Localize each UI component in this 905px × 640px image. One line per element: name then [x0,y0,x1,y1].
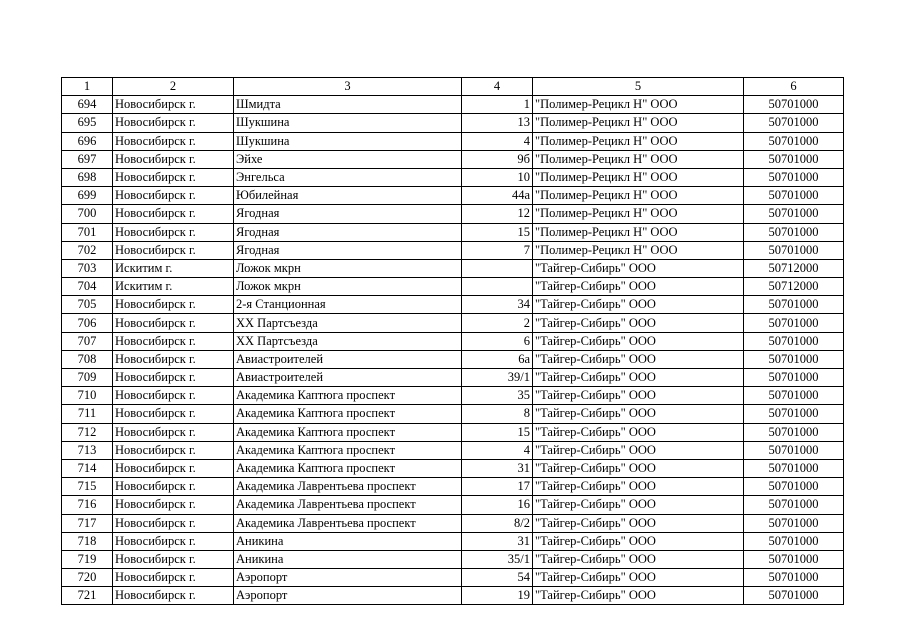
row-number-cell: 703 [62,259,113,277]
table-row [62,278,844,296]
city-cell: Новосибирск г. [113,187,234,205]
house-number-cell: 31 [462,532,533,550]
organization-cell: "Тайгер-Сибирь" ООО [533,459,744,477]
street-cell: Аникина [234,532,462,550]
row-number-cell: 716 [62,496,113,514]
row-number-cell: 698 [62,168,113,186]
code-cell: 50701000 [744,514,844,532]
city-cell: Искитим г. [113,259,234,277]
code-cell: 50701000 [744,314,844,332]
city-cell: Новосибирск г. [113,550,234,568]
table-row [62,423,844,441]
row-number-cell: 696 [62,132,113,150]
organization-cell: "Полимер-Рецикл Н" ООО [533,150,744,168]
house-number-cell: 31 [462,459,533,477]
organization-cell: "Тайгер-Сибирь" ООО [533,278,744,296]
city-cell: Новосибирск г. [113,350,234,368]
table-row [62,441,844,459]
row-number-cell: 704 [62,278,113,296]
code-cell: 50701000 [744,132,844,150]
code-cell: 50701000 [744,187,844,205]
house-number-cell: 4 [462,132,533,150]
street-cell: Академика Лаврентьева проспект [234,496,462,514]
house-number-cell: 39/1 [462,369,533,387]
header-cell-4: 4 [462,78,533,96]
street-cell: Авиастроителей [234,350,462,368]
address-table [61,77,844,605]
street-cell: XX Партсъезда [234,314,462,332]
table-row [62,114,844,132]
organization-cell: "Тайгер-Сибирь" ООО [533,496,744,514]
organization-cell: "Тайгер-Сибирь" ООО [533,369,744,387]
table-row [62,532,844,550]
city-cell: Новосибирск г. [113,532,234,550]
table-row [62,478,844,496]
city-cell: Новосибирск г. [113,478,234,496]
street-cell: Авиастроителей [234,369,462,387]
row-number-cell: 705 [62,296,113,314]
house-number-cell: 8 [462,405,533,423]
city-cell: Новосибирск г. [113,423,234,441]
house-number-cell: 35 [462,387,533,405]
organization-cell: "Полимер-Рецикл Н" ООО [533,187,744,205]
row-number-cell: 719 [62,550,113,568]
house-number-cell: 19 [462,587,533,605]
house-number-cell: 44а [462,187,533,205]
organization-cell: "Полимер-Рецикл Н" ООО [533,96,744,114]
header-cell-2: 2 [113,78,234,96]
house-number-cell: 6 [462,332,533,350]
row-number-cell: 721 [62,587,113,605]
table-row [62,459,844,477]
organization-cell: "Полимер-Рецикл Н" ООО [533,168,744,186]
organization-cell: "Тайгер-Сибирь" ООО [533,405,744,423]
header-cell-6: 6 [744,78,844,96]
street-cell: Ягодная [234,223,462,241]
table-row [62,405,844,423]
table-row [62,514,844,532]
organization-cell: "Полимер-Рецикл Н" ООО [533,132,744,150]
row-number-cell: 712 [62,423,113,441]
city-cell: Новосибирск г. [113,114,234,132]
table-row [62,496,844,514]
code-cell: 50701000 [744,114,844,132]
code-cell: 50701000 [744,96,844,114]
organization-cell: "Тайгер-Сибирь" ООО [533,332,744,350]
city-cell: Новосибирск г. [113,459,234,477]
city-cell: Новосибирск г. [113,150,234,168]
code-cell: 50701000 [744,350,844,368]
row-number-cell: 702 [62,241,113,259]
street-cell: Аэропорт [234,587,462,605]
city-cell: Новосибирск г. [113,496,234,514]
street-cell: Шукшина [234,132,462,150]
table-row [62,187,844,205]
street-cell: XX Партсъезда [234,332,462,350]
house-number-cell [462,259,533,277]
house-number-cell: 1 [462,96,533,114]
table-row [62,587,844,605]
house-number-cell: 15 [462,423,533,441]
code-cell: 50701000 [744,369,844,387]
city-cell: Новосибирск г. [113,241,234,259]
house-number-cell: 15 [462,223,533,241]
street-cell: 2-я Станционная [234,296,462,314]
organization-cell: "Тайгер-Сибирь" ООО [533,259,744,277]
street-cell: Аэропорт [234,569,462,587]
row-number-cell: 706 [62,314,113,332]
table-row [62,314,844,332]
code-cell: 50701000 [744,441,844,459]
code-cell: 50701000 [744,587,844,605]
organization-cell: "Тайгер-Сибирь" ООО [533,387,744,405]
organization-cell: "Тайгер-Сибирь" ООО [533,441,744,459]
city-cell: Новосибирск г. [113,205,234,223]
row-number-cell: 700 [62,205,113,223]
street-cell: Шукшина [234,114,462,132]
house-number-cell: 34 [462,296,533,314]
city-cell: Искитим г. [113,278,234,296]
house-number-cell: 17 [462,478,533,496]
city-cell: Новосибирск г. [113,223,234,241]
organization-cell: "Тайгер-Сибирь" ООО [533,532,744,550]
city-cell: Новосибирск г. [113,369,234,387]
table-row [62,223,844,241]
organization-cell: "Полимер-Рецикл Н" ООО [533,205,744,223]
house-number-cell: 35/1 [462,550,533,568]
organization-cell: "Тайгер-Сибирь" ООО [533,587,744,605]
city-cell: Новосибирск г. [113,569,234,587]
house-number-cell: 4 [462,441,533,459]
row-number-cell: 707 [62,332,113,350]
street-cell: Ложок мкрн [234,259,462,277]
code-cell: 50701000 [744,405,844,423]
house-number-cell: 16 [462,496,533,514]
street-cell: Шмидта [234,96,462,114]
code-cell: 50701000 [744,387,844,405]
house-number-cell: 10 [462,168,533,186]
city-cell: Новосибирск г. [113,296,234,314]
row-number-cell: 713 [62,441,113,459]
house-number-cell: 6а [462,350,533,368]
street-cell: Академика Каптюга проспект [234,387,462,405]
code-cell: 50701000 [744,296,844,314]
table-row [62,241,844,259]
table-row [62,569,844,587]
table-row [62,168,844,186]
organization-cell: "Тайгер-Сибирь" ООО [533,478,744,496]
street-cell: Академика Лаврентьева проспект [234,514,462,532]
code-cell: 50701000 [744,168,844,186]
city-cell: Новосибирск г. [113,405,234,423]
street-cell: Академика Лаврентьева проспект [234,478,462,496]
row-number-cell: 697 [62,150,113,168]
city-cell: Новосибирск г. [113,441,234,459]
table-row [62,332,844,350]
header-cell-3: 3 [234,78,462,96]
row-number-cell: 708 [62,350,113,368]
code-cell: 50701000 [744,423,844,441]
code-cell: 50701000 [744,205,844,223]
city-cell: Новосибирск г. [113,332,234,350]
code-cell: 50712000 [744,259,844,277]
city-cell: Новосибирск г. [113,314,234,332]
table-row [62,132,844,150]
house-number-cell: 12 [462,205,533,223]
street-cell: Академика Каптюга проспект [234,459,462,477]
row-number-cell: 710 [62,387,113,405]
header-cell-5: 5 [533,78,744,96]
city-cell: Новосибирск г. [113,96,234,114]
organization-cell: "Полимер-Рецикл Н" ООО [533,223,744,241]
code-cell: 50701000 [744,569,844,587]
table-row [62,96,844,114]
house-number-cell [462,278,533,296]
table-body [62,96,844,605]
table-row [62,387,844,405]
house-number-cell: 7 [462,241,533,259]
header-cell-1: 1 [62,78,113,96]
table-row [62,296,844,314]
code-cell: 50712000 [744,278,844,296]
row-number-cell: 699 [62,187,113,205]
street-cell: Аникина [234,550,462,568]
row-number-cell: 715 [62,478,113,496]
street-cell: Эйхе [234,150,462,168]
row-number-cell: 720 [62,569,113,587]
table-row [62,205,844,223]
code-cell: 50701000 [744,550,844,568]
city-cell: Новосибирск г. [113,168,234,186]
street-cell: Академика Каптюга проспект [234,441,462,459]
code-cell: 50701000 [744,150,844,168]
code-cell: 50701000 [744,332,844,350]
house-number-cell: 54 [462,569,533,587]
code-cell: 50701000 [744,223,844,241]
organization-cell: "Тайгер-Сибирь" ООО [533,296,744,314]
house-number-cell: 2 [462,314,533,332]
street-cell: Академика Каптюга проспект [234,405,462,423]
organization-cell: "Тайгер-Сибирь" ООО [533,514,744,532]
row-number-cell: 711 [62,405,113,423]
organization-cell: "Тайгер-Сибирь" ООО [533,569,744,587]
code-cell: 50701000 [744,241,844,259]
table-row [62,369,844,387]
table-row [62,550,844,568]
city-cell: Новосибирск г. [113,132,234,150]
street-cell: Юбилейная [234,187,462,205]
organization-cell: "Тайгер-Сибирь" ООО [533,423,744,441]
row-number-cell: 695 [62,114,113,132]
organization-cell: "Тайгер-Сибирь" ООО [533,550,744,568]
row-number-cell: 718 [62,532,113,550]
organization-cell: "Полимер-Рецикл Н" ООО [533,241,744,259]
code-cell: 50701000 [744,532,844,550]
street-cell: Ложок мкрн [234,278,462,296]
code-cell: 50701000 [744,496,844,514]
street-cell: Ягодная [234,241,462,259]
house-number-cell: 9б [462,150,533,168]
row-number-cell: 714 [62,459,113,477]
street-cell: Ягодная [234,205,462,223]
row-number-cell: 694 [62,96,113,114]
organization-cell: "Полимер-Рецикл Н" ООО [533,114,744,132]
organization-cell: "Тайгер-Сибирь" ООО [533,314,744,332]
table-row [62,350,844,368]
organization-cell: "Тайгер-Сибирь" ООО [533,350,744,368]
header-row [62,78,844,96]
code-cell: 50701000 [744,459,844,477]
code-cell: 50701000 [744,478,844,496]
house-number-cell: 13 [462,114,533,132]
row-number-cell: 709 [62,369,113,387]
city-cell: Новосибирск г. [113,514,234,532]
city-cell: Новосибирск г. [113,387,234,405]
table-row [62,259,844,277]
house-number-cell: 8/2 [462,514,533,532]
street-cell: Энгельса [234,168,462,186]
table-row [62,150,844,168]
row-number-cell: 717 [62,514,113,532]
city-cell: Новосибирск г. [113,587,234,605]
street-cell: Академика Каптюга проспект [234,423,462,441]
row-number-cell: 701 [62,223,113,241]
